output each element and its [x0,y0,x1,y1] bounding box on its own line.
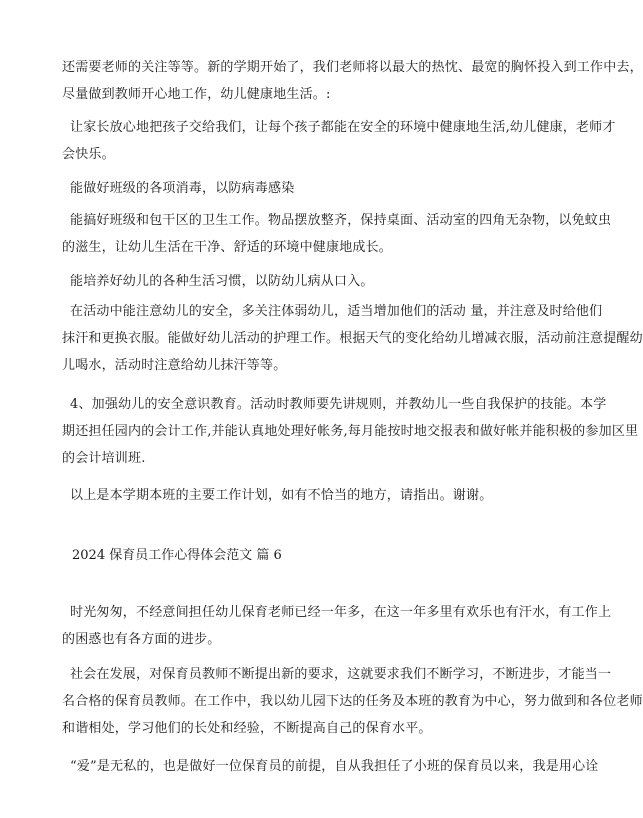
text-line: 会快乐。 [62,147,115,162]
text-line: 尽量做到教师开心地工作，幼儿健康地生活。: [62,87,331,102]
paragraph [62,268,550,295]
text-line: 社会在发展，对保育员教师不断提出新的要求，这就要求我们不断学习，不断进步，才能当一 [70,667,612,682]
paragraph [62,753,599,780]
text-line: 能做好班级的各项消毒，以防病毒感染 [70,181,295,196]
paragraph [62,391,639,472]
paragraph-continuation [62,54,643,108]
paragraph [62,207,612,261]
paragraph [62,298,643,379]
text-line: “爱”是无私的，也是做好一位保育员的前提，自从我担任了小班的保育员以来，我是用心诠 [70,759,599,774]
text-line: 能培养好幼儿的各种生活习惯，以防幼儿病从口入。 [70,274,374,289]
text-line: 名合格的保育员教师。在工作中，我以幼儿园下达的任务及本班的教育为中心，努力做到和各位老师 [62,694,643,709]
paragraph [62,482,550,509]
text-line: 让家长放心地把孩子交给我们，让每个孩子都能在安全的环境中健康地生活,幼儿健康，老师才 [70,120,616,135]
text-line: 在活动中能注意幼儿的安全，多关注体弱幼儿，适当增加他们的活动 量，并注意及时给他们 [70,304,603,319]
paragraph [62,114,616,168]
text-line: 和谐相处，学习他们的长处和经验，不断提高自己的保育水平。 [62,721,432,736]
text-line: 的滋生，让幼儿生活在干净、舒适的环境中健康地成长。 [62,240,393,255]
section-heading: 2024 保育员工作心得体会范文 篇 6 [72,548,282,563]
text-line: 4、加强幼儿的安全意识教育。活动时教师要先讲规则，并教幼儿一些自我保护的技能。本学 [70,397,607,412]
text-line: 时光匆匆，不经意间担任幼儿保育老师已经一年多，在这一年多里有欢乐也有汗水，有工作上 [70,605,612,620]
paragraph [62,599,612,653]
paragraph [62,175,550,202]
paragraph [62,661,643,742]
text-line: 期还担任园内的会计工作,并能认真地处理好帐务,每月能按时地交报表和做好帐并能积极的参加区里 [62,424,639,439]
text-line: 的会计培训班. [62,451,146,466]
text-line: 抹汗和更换衣服。能做好幼儿活动的护理工作。根据天气的变化给幼儿增减衣服，活动前注意提醒幼 [62,331,643,346]
text-line: 以上是本学期本班的主要工作计划，如有不恰当的地方，请指出。谢谢。 [70,488,493,503]
text-line: 的困惑也有各方面的进步。 [62,632,221,647]
text-line: 还需要老师的关注等等。新的学期开始了，我们老师将以最大的热忱、最宽的胸怀投入到工作中去， [62,60,643,75]
text-line: 儿喝水，活动时注意给幼儿抹汗等等。 [62,358,287,373]
text-line: 能搞好班级和包干区的卫生工作。物品摆放整齐，保持桌面、活动室的四角无杂物，以免蚊虫 [70,213,612,228]
